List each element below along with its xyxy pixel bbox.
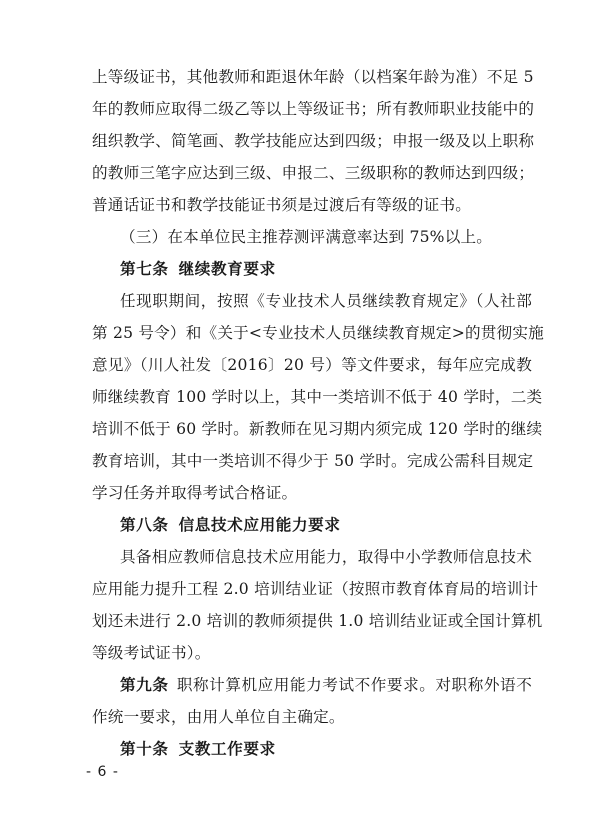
article-title: 信息技术应用能力要求 (178, 515, 341, 534)
article-8-heading (120, 512, 341, 538)
text-line: 教育培训，其中一类培训不得少于 50 学时。完成公需科目规定 (92, 452, 534, 470)
text-line: 任现职期间，按照《专业技术人员继续教育规定》（人社部 (120, 292, 532, 310)
text-line: 学习任务并取得考试合格证。 (92, 484, 298, 502)
text-line: 组织教学、简笔画、教学技能应达到四级；申报一级及以上职称 (92, 132, 535, 150)
text-line: 师继续教育 100 学时以上，其中一类培训不低于 40 学时，二类 (92, 388, 543, 406)
article-number: 第八条 (120, 515, 169, 534)
text-line: 培训不低于 60 学时。新教师在见习期内须完成 120 学时的继续 (92, 420, 543, 438)
text-line: 等级考试证书）。 (92, 644, 211, 662)
article-7-heading (120, 256, 276, 282)
text-line: 普通话证书和教学技能证书须是过渡后有等级的证书。 (92, 196, 472, 214)
article-title: 支教工作要求 (178, 739, 276, 758)
text-line: 划还未进行 2.0 培训的教师须提供 1.0 培训结业证或全国计算机 (92, 612, 543, 630)
article-number: 第十条 (120, 739, 169, 758)
text-line: 应用能力提升工程 2.0 培训结业证（按照市教育体育局的培训计 (92, 580, 539, 598)
text-line: 第 25 号令）和《关于<专业技术人员继续教育规定>的贯彻实施 (92, 324, 544, 342)
text-line: 的教师三笔字应达到三级、申报二、三级职称的教师达到四级； (92, 164, 535, 182)
text-line: 意见》（川人社发〔2016〕20 号）等文件要求，每年应完成教 (92, 356, 532, 374)
text-line: 上等级证书，其他教师和距退休年龄（以档案年龄为准）不足 5 (92, 68, 534, 86)
text-line: （三）在本单位民主推荐测评满意率达到 75%以上。 (120, 228, 493, 246)
page-number: - 6 - (86, 764, 119, 780)
article-number: 第九条 (120, 675, 169, 694)
article-10-heading (120, 736, 276, 762)
text-line: 具备相应教师信息技术应用能力，取得中小学教师信息技术 (120, 548, 532, 566)
text-line: 作统一要求，由用人单位自主确定。 (92, 708, 345, 726)
article-9-line (120, 672, 532, 698)
article-text: 职称计算机应用能力考试不作要求。对职称外语不 (176, 676, 532, 694)
article-title: 继续教育要求 (178, 259, 276, 278)
article-number: 第七条 (120, 259, 169, 278)
text-line: 年的教师应取得二级乙等以上等级证书；所有教师职业技能中的 (92, 100, 535, 118)
